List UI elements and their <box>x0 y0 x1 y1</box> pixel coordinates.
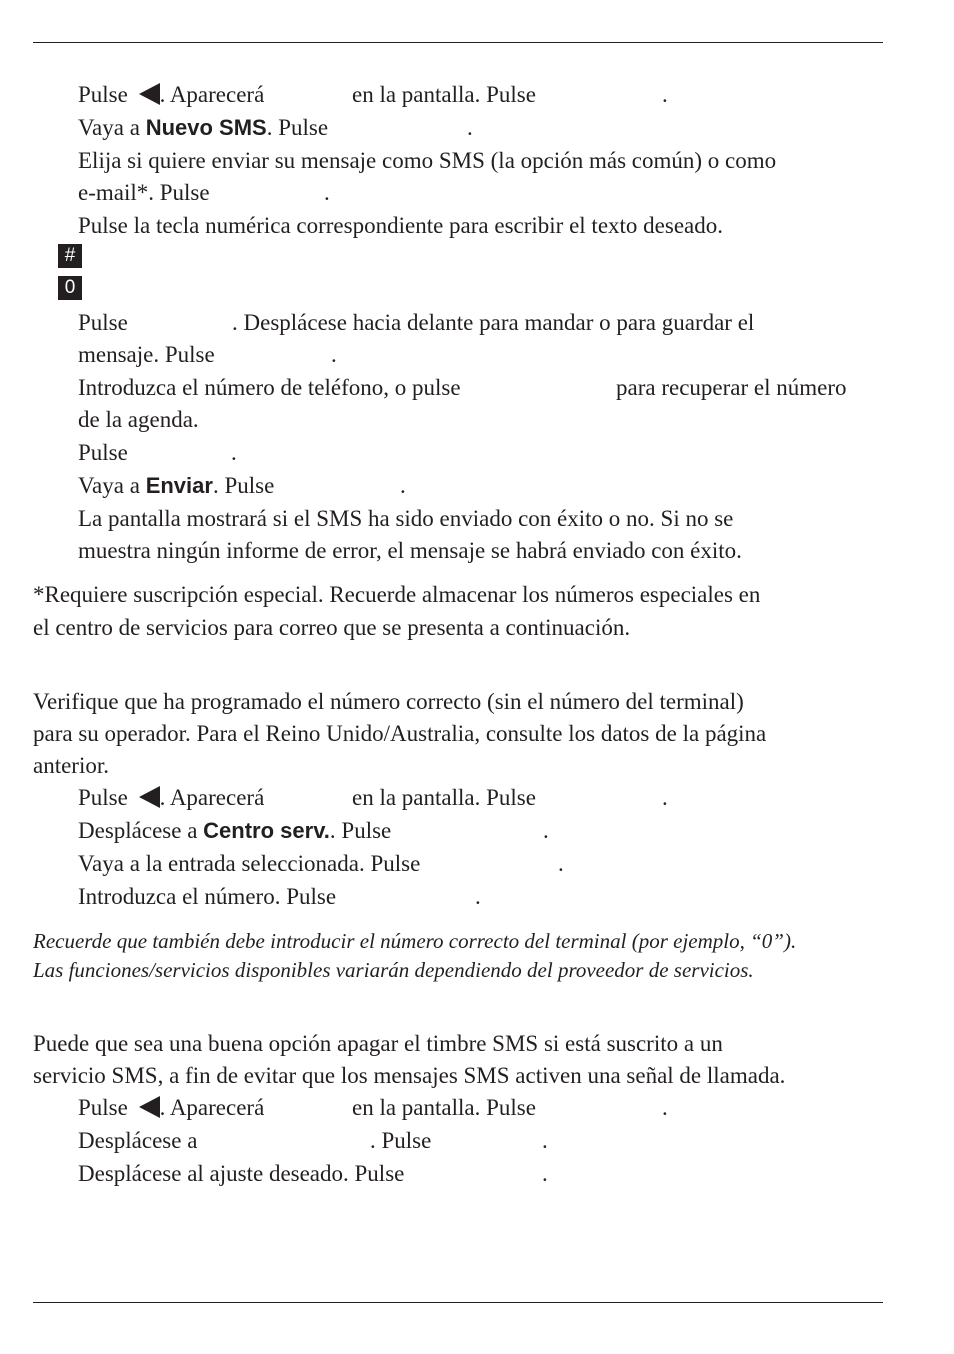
service-step-press-menu-cont: en la pantalla. Pulse <box>352 785 536 810</box>
service-step-entry: Vaya a la entrada seleccionada. Pulse <box>78 851 421 876</box>
menu-label-enviar: Enviar <box>145 473 213 498</box>
step-press-forward-line2: mensaje. Pulse <box>78 342 215 367</box>
bottom-rule <box>33 1302 883 1303</box>
step-press-menu: Pulse . Aparecerá <box>78 82 265 107</box>
ringer-intro-line1: Puede que sea una buena opción apagar el timbre SMS si está suscrito a un <box>33 1031 723 1056</box>
service-step-number: Introduzca el número. Pulse <box>78 884 337 909</box>
step-go-send-end: . <box>400 473 406 498</box>
hash-key-icon: # <box>58 244 82 268</box>
ringer-step-scroll: Desplácese a <box>78 1128 198 1153</box>
step-enter-number: Introduzca el número de teléfono, o pulse <box>78 375 461 400</box>
service-note-line2: Las funciones/servicios disponibles variarán dependiendo del proveedor de servicios. <box>33 958 754 982</box>
step-press-forward-end: . <box>331 342 337 367</box>
step-result-line2: muestra ningún informe de error, el mensaje se habrá enviado con éxito. <box>78 538 742 563</box>
service-step-press-menu-end: . <box>662 785 668 810</box>
ringer-step-press-menu: Pulse . Aparecerá <box>78 1095 265 1120</box>
service-step-number-end: . <box>475 884 481 909</box>
menu-label-centro-serv: Centro serv. <box>203 818 330 843</box>
step-press-forward-cont: . Desplácese hacia delante para mandar o para guardar el <box>232 310 755 335</box>
step-go-new-sms-end: . <box>467 115 473 140</box>
service-step-press-menu: Pulse . Aparecerá <box>78 785 265 810</box>
step-press-menu-cont: en la pantalla. Pulse <box>352 82 536 107</box>
ringer-intro-line2: servicio SMS, a fin de evitar que los mensajes SMS activen una señal de llamada. <box>33 1063 786 1088</box>
step-press-menu-end: . <box>662 82 668 107</box>
ringer-step-scroll-cont: . Pulse <box>370 1128 432 1153</box>
step-go-new-sms: Vaya a Nuevo SMS. Pulse <box>78 115 329 140</box>
step-go-send: Vaya a Enviar. Pulse <box>78 473 275 498</box>
ringer-step-press-menu-cont: en la pantalla. Pulse <box>352 1095 536 1120</box>
footnote-line1: *Requiere suscripción especial. Recuerde almacenar los números especiales en <box>33 582 761 607</box>
step-result-line1: La pantalla mostrará si el SMS ha sido enviado con éxito o no. Si no se <box>78 506 734 531</box>
step-enter-number-line2: de la agenda. <box>78 407 199 432</box>
left-triangle-icon <box>139 1096 160 1118</box>
step-enter-number-cont: para recuperar el número <box>616 375 847 400</box>
zero-key-icon: 0 <box>58 276 82 300</box>
service-intro-line1: Verifique que ha programado el número correcto (sin el número del terminal) <box>33 689 744 714</box>
step-press-forward: Pulse <box>78 310 128 335</box>
ringer-step-scroll-end: . <box>542 1128 548 1153</box>
menu-label-nuevo-sms: Nuevo SMS <box>145 115 267 140</box>
step-press-end: . <box>231 440 237 465</box>
step-choose-type-end: . <box>324 180 330 205</box>
left-triangle-icon <box>139 83 160 105</box>
service-step-scroll-end: . <box>543 818 549 843</box>
service-note-line1: Recuerde que también debe introducir el número correcto del terminal (por ejemplo, “0”). <box>33 929 797 953</box>
ringer-step-setting: Desplácese al ajuste deseado. Pulse <box>78 1161 405 1186</box>
service-intro-line2: para su operador. Para el Reino Unido/Australia, consulte los datos de la página <box>33 721 767 746</box>
left-triangle-icon <box>139 786 160 808</box>
service-step-scroll: Desplácese a Centro serv.. Pulse <box>78 818 392 843</box>
service-step-entry-end: . <box>558 851 564 876</box>
step-choose-type-line1: Elija si quiere enviar su mensaje como SMS (la opción más común) o como <box>78 148 777 173</box>
footnote-line2: el centro de servicios para correo que se presenta a continuación. <box>33 615 631 640</box>
step-choose-type-line2: e-mail*. Pulse <box>78 180 210 205</box>
ringer-step-press-menu-end: . <box>662 1095 668 1120</box>
ringer-step-setting-end: . <box>542 1161 548 1186</box>
step-type-text: Pulse la tecla numérica correspondiente para escribir el texto deseado. <box>78 213 723 238</box>
top-rule <box>33 42 883 43</box>
service-intro-line3: anterior. <box>33 753 109 778</box>
step-press: Pulse <box>78 440 128 465</box>
